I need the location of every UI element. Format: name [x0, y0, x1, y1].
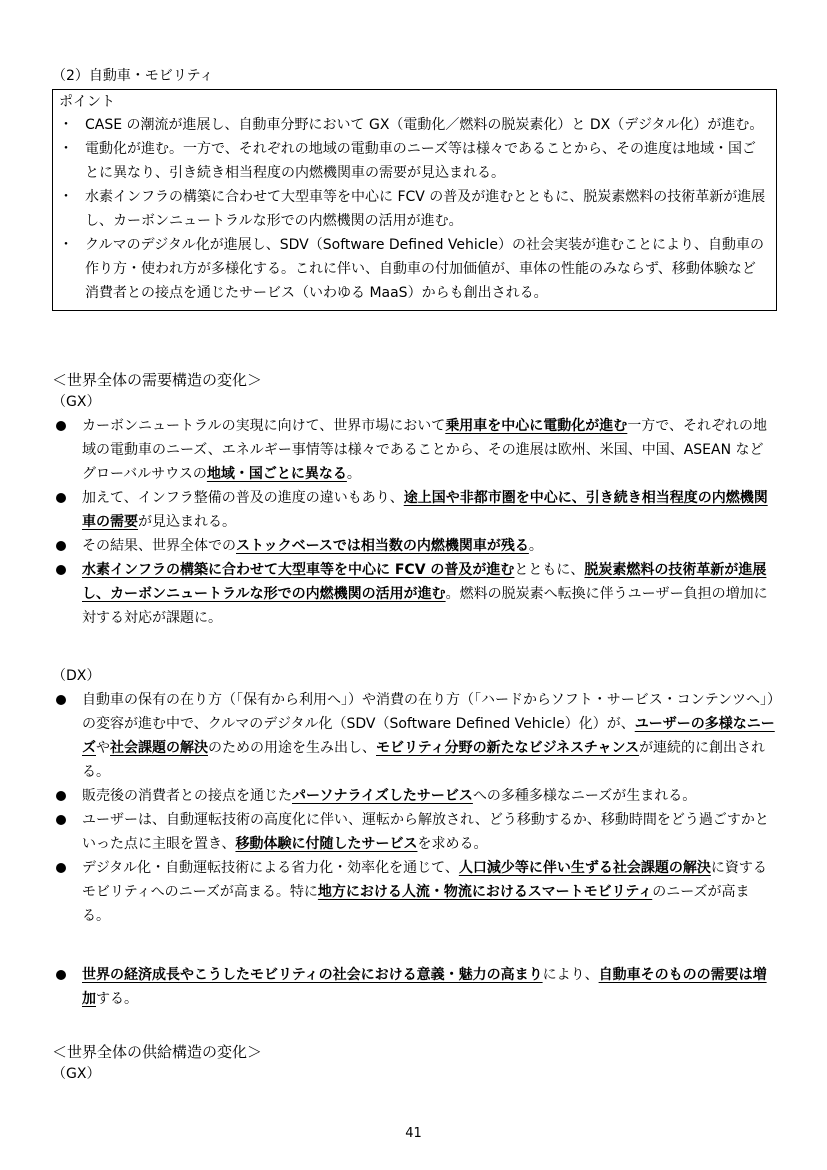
text-segment: が連続的に創出される。 [82, 740, 766, 780]
bullet-text [82, 692, 775, 780]
text-segment: のための用途を生み出し、 [208, 740, 376, 756]
demand-gx-bullets [52, 414, 777, 630]
text-segment: 。燃料の脱炭素へ転換に伴うユーザー負担の増加に対する対応が課題に。 [82, 586, 768, 626]
bullet-dot-icon [56, 493, 66, 503]
text-segment: 加えて、インフラ整備の普及の進度の違いもあり、 [82, 490, 404, 506]
supply-heading: ＜世界全体の供給構造の変化＞ [52, 1043, 263, 1061]
emphasis-text: 移動体験に付随したサービス [235, 836, 418, 852]
point-bullet-mark: ・ [59, 141, 73, 157]
bullet-dot-icon [56, 541, 66, 551]
text-segment: を求める。 [417, 836, 488, 852]
emphasis-text: ユーザーの多様なニーズ [82, 716, 775, 756]
point-item-text: 電動化が進む。一方で、それぞれの地域の電動車のニーズ等は様々であることから、その進度は地域・国ごとに異なり、引き続き相当程度の内燃機関車の需要が見込まれる。 [85, 141, 757, 181]
bullet-item [52, 534, 777, 558]
emphasis-text: 乗用車を中心に電動化が進む [445, 418, 628, 434]
bullet-item [52, 808, 777, 856]
bullet-item [52, 856, 777, 928]
text-segment: カーボンニュートラルの実現に向けて、世界市場において [82, 418, 446, 434]
point-bullet-mark: ・ [59, 189, 73, 205]
emphasis-text: 自動車そのものの需要は増加 [82, 967, 767, 1007]
emphasis-text: 地方における人流・物流におけるスマートモビリティ [317, 884, 653, 900]
text-segment: 自動車の保有の在り方（「保有から利用へ」）や消費の在り方（「ハードからソフト・サービス・コンテンツへ」）の変容が進む中で、クルマのデジタル化（SDV（Software Defined Vehicle）化）が、 [82, 692, 775, 732]
emphasis-text: 地域・国ごとに異なる [206, 466, 347, 482]
emphasis-text: 世界の経済成長やこうしたモビリティの社会における意義・魅力の高まり [82, 967, 543, 983]
point-item [59, 137, 766, 185]
point-summary-box [52, 89, 777, 311]
point-item [59, 233, 766, 305]
text-segment: 一方で、それぞれの地域の電動車のニーズ、エネルギー事情等は様々であることから、その進展は欧州、米国、中国、ASEAN などグローバルサウスの [82, 418, 768, 482]
supply-gx-label: （GX） [52, 1066, 101, 1082]
bullet-text [82, 812, 769, 852]
demand-gx-label: （GX） [52, 394, 101, 410]
text-segment: に資するモビリティへのニーズが高まる。特に [82, 860, 767, 900]
text-segment: への多種多様なニーズが生まれる。 [472, 788, 697, 804]
demand-final-bullet [52, 963, 777, 1011]
emphasis-text: 途上国や非都市圏を中心に、引き続き相当程度の内燃機関車の需要 [82, 490, 768, 530]
point-box-heading: ポイント [59, 94, 115, 110]
emphasis-text: 脱炭素燃料の技術革新が進展し、カーボンニュートラルな形での内燃機関の活用が進む [82, 562, 767, 602]
point-item [59, 113, 766, 137]
bullet-dot-icon [56, 815, 66, 825]
bullet-text [82, 418, 767, 482]
point-bullet-mark: ・ [59, 237, 73, 253]
demand-dx-label: （DX） [52, 668, 101, 684]
bullet-text [82, 788, 696, 804]
point-item-text: クルマのデジタル化が進展し、SDV（Software Defined Vehicle）の社会実装が進むことにより、自動車の作り方・使われ方が多様化する。これに伴い、自動車の付加価値が、車体の性能のみならず、移動体験など消費者との接点を通じたサービス（いわゆる MaaS）からも創出される。 [85, 237, 765, 301]
bullet-dot-icon [56, 863, 66, 873]
point-item-text: CASE の潮流が進展し、自動車分野において GX（電動化／燃料の脱炭素化）と DX（デジタル化）が進む。 [85, 117, 764, 133]
section-title: （2）自動車・モビリティ [52, 68, 214, 84]
bullet-dot-icon [56, 970, 66, 980]
bullet-text [82, 860, 767, 924]
text-segment: する。 [96, 991, 138, 1007]
point-item [59, 185, 766, 233]
bullet-dot-icon [56, 565, 66, 575]
point-bullet-mark: ・ [59, 117, 73, 133]
text-segment: が見込まれる。 [138, 514, 236, 530]
bullet-item [52, 784, 777, 808]
bullet-item [52, 558, 777, 630]
bullet-dot-icon [56, 421, 66, 431]
bullet-text [82, 967, 767, 1007]
emphasis-text: 人口減少等に伴い生ずる社会課題の解決 [458, 860, 711, 876]
page-number: 41 [405, 1126, 422, 1141]
demand-heading: ＜世界全体の需要構造の変化＞ [52, 371, 263, 389]
bullet-item [52, 963, 777, 1011]
bullet-text [82, 538, 543, 554]
emphasis-text: 水素インフラの構築に合わせて大型車等を中心に FCV の普及が進む [82, 562, 515, 578]
text-segment: デジタル化・自動運転技術による省力化・効率化を通じて、 [82, 860, 459, 876]
text-segment: 。 [528, 538, 543, 554]
emphasis-text: ストックベースでは相当数の内燃機関車が残る [236, 538, 529, 554]
text-segment: のニーズが高まる。 [82, 884, 750, 924]
text-segment: 。 [346, 466, 361, 482]
bullet-item [52, 414, 777, 486]
bullet-item [52, 486, 777, 534]
emphasis-text: パーソナライズしたサービス [292, 788, 473, 804]
text-segment: とともに、 [514, 562, 585, 578]
bullet-item [52, 688, 777, 784]
bullet-dot-icon [56, 791, 66, 801]
emphasis-text: 社会課題の解決 [110, 740, 208, 756]
bullet-dot-icon [56, 695, 66, 705]
emphasis-text: モビリティ分野の新たなビジネスチャンス [376, 740, 640, 756]
text-segment: や [96, 740, 110, 756]
text-segment: により、 [542, 967, 599, 983]
text-segment: 販売後の消費者との接点を通じた [82, 788, 292, 804]
demand-dx-bullets [52, 688, 777, 928]
text-segment: その結果、世界全体での [82, 538, 236, 554]
bullet-text [82, 562, 768, 626]
bullet-text [82, 490, 768, 530]
text-segment: ユーザーは、自動運転技術の高度化に伴い、運転から解放され、どう移動するか、移動時間をどう過ごすかといった点に主眼を置き、 [82, 812, 769, 852]
point-item-text: 水素インフラの構築に合わせて大型車等を中心に FCV の普及が進むとともに、脱炭素燃料の技術革新が進展し、カーボンニュートラルな形での内燃機関の活用が進む。 [85, 189, 766, 229]
